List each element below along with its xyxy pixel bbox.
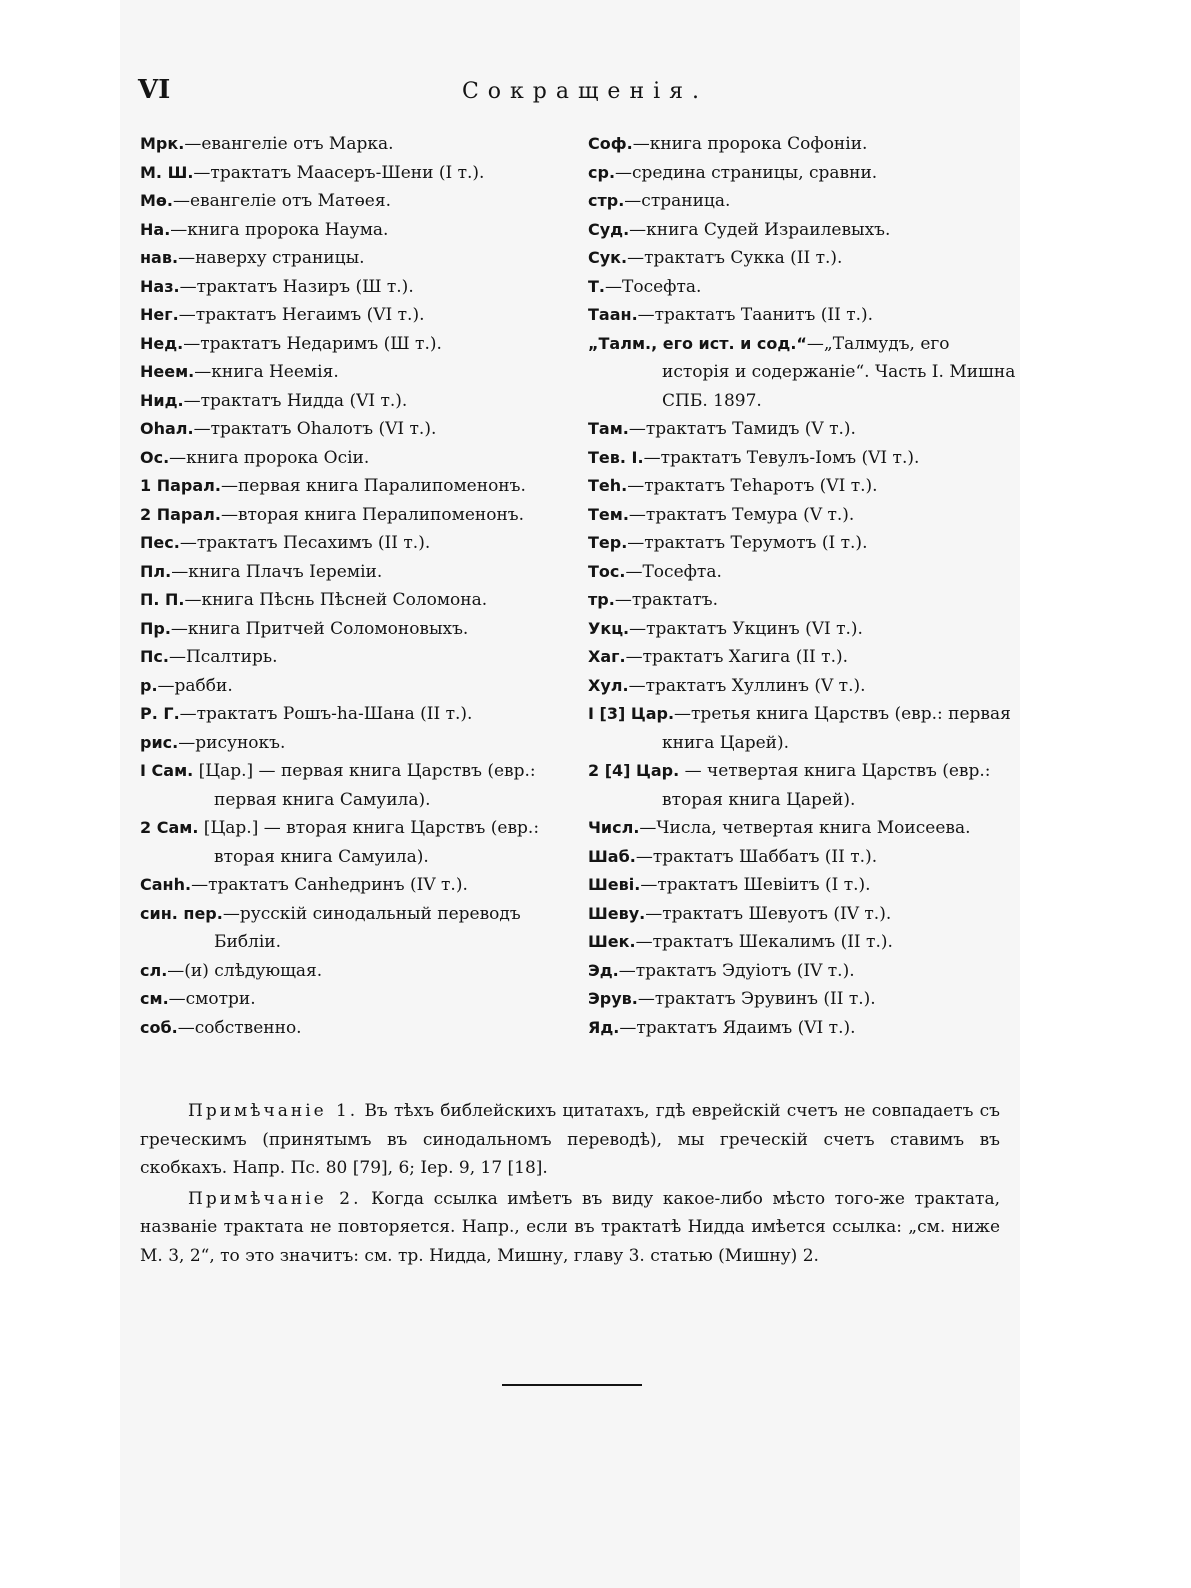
abbreviation: Ос. [140, 447, 170, 467]
abbreviation-definition: —трактатъ Ядаимъ (VI т.). [619, 1017, 856, 1038]
abbreviation-entry [588, 615, 1018, 644]
abbreviation: Шеві. [588, 875, 641, 894]
abbreviation-entry [588, 814, 1018, 843]
abbreviation-entry [140, 244, 580, 273]
abbreviation-definition: —средина страницы, сравни. [615, 162, 878, 183]
abbreviation: Неем. [140, 362, 195, 381]
abbreviation: Соф. [588, 134, 633, 153]
abbreviation-entry [588, 672, 1018, 701]
abbreviation: П. П. [140, 590, 185, 609]
abbreviation-definition: —страница. [624, 191, 731, 211]
abbreviation-definition: —трактатъ Теһаротъ (VI т.). [627, 476, 878, 496]
abbreviation-entry [140, 301, 580, 330]
abbreviation-definition: —трактатъ Сукка (II т.). [627, 248, 843, 268]
abbreviation-entry [140, 387, 580, 416]
abbreviations-left-column [140, 130, 580, 1042]
abbreviation-definition: —первая книга Паралипоменонъ. [220, 476, 526, 496]
abbreviation: р. [140, 675, 158, 695]
abbreviation-definition: [Цар.] — вторая книга Царствъ (евр.: вторая книга Самуила). [198, 818, 540, 867]
abbreviation-entry [140, 729, 580, 758]
abbreviation: 1 Парал. [140, 476, 221, 495]
abbreviation: Мө. [140, 191, 173, 210]
abbreviation: син. пер. [140, 903, 223, 923]
abbreviation: I [3] Цар. [588, 704, 675, 723]
abbreviation: 2 [4] Цар. [588, 761, 680, 780]
abbreviation-definition: —вторая книга Пералипоменонъ. [220, 504, 525, 525]
page-title: Сокращенія. [461, 79, 709, 104]
abbreviation: Пес. [140, 533, 180, 552]
abbreviation: Суд. [588, 219, 630, 239]
abbreviation-definition: —книга Судей Израилевыхъ. [629, 219, 891, 240]
abbreviation-definition: —евангеліе отъ Марка. [184, 134, 394, 154]
abbreviation-definition: —трактатъ Шаббатъ (II т.). [635, 846, 878, 867]
abbreviation: „Талм., его ист. и сод.“ [588, 333, 807, 353]
abbreviation: Пр. [140, 618, 171, 638]
abbreviation-entry [140, 672, 580, 701]
abbreviation: Пл. [140, 561, 172, 581]
abbreviation-entry [588, 301, 1018, 330]
abbreviation-entry [140, 1014, 580, 1043]
abbreviation-definition: —книга пророка Осіи. [169, 447, 370, 468]
abbreviation-entry [588, 529, 1018, 558]
abbreviation: М. Ш. [140, 162, 194, 182]
abbreviation: Санһ. [140, 875, 192, 894]
book-page [120, 0, 1020, 1588]
abbreviation-definition: —третья книга Царствъ (евр.: первая книга Царей). [662, 704, 1011, 753]
abbreviation-entry [588, 957, 1018, 986]
abbreviation: На. [140, 219, 171, 239]
abbreviation-definition: —рисунокъ. [178, 732, 286, 753]
abbreviation-entry [588, 928, 1018, 957]
abbreviation: Хул. [588, 675, 629, 695]
abbreviation-entry [140, 501, 580, 530]
abbreviation-entry [588, 216, 1018, 245]
abbreviation-definition: —трактатъ Песахимъ (II т.). [179, 533, 431, 553]
abbreviation-definition: —трактатъ Шевіитъ (I т.). [640, 875, 871, 895]
abbreviation: Сук. [588, 248, 628, 267]
abbreviation-entry [588, 757, 1018, 814]
notes-section [140, 1097, 1000, 1272]
abbreviation: Укц. [588, 618, 630, 638]
abbreviation-entry [140, 757, 580, 814]
abbreviation-entry [588, 187, 1018, 216]
abbreviation-definition: —книга Плачъ Іереміи. [171, 561, 383, 582]
abbreviation-entry [140, 957, 580, 986]
abbreviation-definition: —трактатъ Эдуіотъ (IV т.). [618, 960, 855, 981]
abbreviation-definition: —(и) слѣдующая. [167, 960, 323, 981]
abbreviation: Р. Г. [140, 704, 180, 723]
abbreviation: Таан. [588, 305, 638, 324]
note-text: Когда ссылка имѣетъ въ виду какое-либо мѣсто того-же трактата, названіе трактата не повторяется. Напр., если въ трактатѣ Нидда имѣется ссылка: „см. ниже М. 3, 2“, то это значитъ: см. тр. Нидда, Мишну, главу 3. статью (Мишну) 2. [140, 1188, 1000, 1266]
abbreviation: ср. [588, 162, 616, 182]
note-text: Въ тѣхъ библейскихъ цитатахъ, гдѣ еврейскій счетъ не совпадаетъ съ греческимъ (принятымъ въ синодальномъ переводѣ), мы греческій счетъ ставимъ въ скобкахъ. Напр. Пс. 80 [79], 6; Іер. 9, 17 [18]. [140, 1101, 1000, 1178]
abbreviation-definition: —книга пророка Софоніи. [632, 134, 868, 154]
abbreviation: Нид. [140, 390, 184, 410]
abbreviation-definition: —трактатъ Эрувинъ (II т.). [637, 989, 876, 1009]
abbreviation-definition: —трактатъ Оһалотъ (VI т.). [193, 419, 437, 439]
abbreviation-definition: —трактатъ Темура (V т.). [628, 504, 855, 525]
abbreviation-entry [140, 529, 580, 558]
abbreviation-definition: —книга Неемія. [194, 362, 339, 382]
abbreviation: стр. [588, 191, 625, 210]
abbreviation-definition: —евангеліе отъ Матөея. [173, 191, 391, 211]
abbreviation-definition: [Цар.] — первая книга Царствъ (евр.: первая книга Самуила). [193, 761, 536, 810]
abbreviation-definition: —трактатъ Терумотъ (I т.). [627, 533, 868, 553]
abbreviation-definition: —трактатъ Нидда (VI т.). [183, 390, 408, 411]
abbreviation: нав. [140, 248, 179, 267]
abbreviation: Шеву. [588, 903, 646, 923]
abbreviation-definition: —трактатъ Таанитъ (II т.). [637, 305, 874, 325]
abbreviation-definition: —трактатъ Шевуотъ (IV т.). [645, 903, 892, 924]
abbreviation: Там. [588, 419, 629, 438]
abbreviation-entry [140, 871, 580, 900]
abbreviation: Эрув. [588, 989, 638, 1008]
note-1 [140, 1097, 1000, 1183]
abbreviation-entry [140, 444, 580, 473]
abbreviation-entry [588, 586, 1018, 615]
abbreviation-definition: —трактатъ Рошъ-һа-Шана (II т.). [179, 704, 473, 724]
note-label: Примѣчаніе 2. [188, 1188, 362, 1209]
abbreviation-entry [588, 871, 1018, 900]
abbreviation: Т. [588, 276, 605, 296]
abbreviation-entry [588, 273, 1018, 302]
abbreviation-entry [140, 900, 580, 957]
abbreviation-definition: —книга Пѣснь Пѣсней Соломона. [184, 590, 488, 610]
abbreviation-entry [588, 900, 1018, 929]
abbreviation-entry [140, 985, 580, 1014]
abbreviation-definition: —рабби. [157, 675, 233, 696]
abbreviation-definition: —трактатъ Тамидъ (V т.). [628, 419, 856, 439]
abbreviation-definition: —трактатъ Укцинъ (VI т.). [629, 618, 863, 639]
abbreviation-entry [588, 558, 1018, 587]
abbreviation: I Сам. [140, 761, 194, 780]
abbreviation: Шаб. [588, 846, 636, 866]
note-2 [140, 1185, 1000, 1271]
abbreviation-entry [140, 472, 580, 501]
abbreviation-definition: —книга Притчей Соломоновыхъ. [170, 618, 469, 639]
abbreviation-definition: —наверху страницы. [178, 248, 365, 268]
abbreviation-definition: —Тосефта. [625, 561, 722, 582]
abbreviation-definition: — четвертая книга Царствъ (евр.: вторая книга Царей). [662, 761, 991, 810]
abbreviation-definition: —трактатъ Негаимъ (VI т.). [178, 305, 425, 325]
abbreviation-entry [140, 415, 580, 444]
abbreviation-entry [588, 130, 1018, 159]
abbreviation: Тер. [588, 533, 628, 552]
abbreviation-entry [140, 643, 580, 672]
abbreviation: Оһал. [140, 419, 194, 438]
abbreviation: см. [140, 989, 169, 1008]
abbreviation: Теһ. [588, 476, 628, 495]
abbreviation-entry [140, 700, 580, 729]
abbreviation: соб. [140, 1017, 178, 1037]
abbreviation-entry [588, 700, 1018, 757]
abbreviation-definition: —трактатъ Шекалимъ (II т.). [635, 932, 893, 952]
abbreviation-entry [140, 187, 580, 216]
page-number: VI [138, 75, 171, 105]
abbreviation: рис. [140, 732, 179, 752]
abbreviation-entry [140, 216, 580, 245]
abbreviation-entry [140, 159, 580, 188]
abbreviation-entry [140, 330, 580, 359]
abbreviation: Шек. [588, 932, 636, 951]
abbreviation: Наз. [140, 276, 180, 296]
abbreviation: Яд. [588, 1017, 620, 1037]
abbreviation-entry [588, 472, 1018, 501]
abbreviation-definition: —смотри. [168, 989, 256, 1009]
abbreviation: Тем. [588, 504, 629, 524]
abbreviation-definition: —русскій синодальный переводъ Библіи. [214, 903, 521, 952]
abbreviation: Пс. [140, 647, 169, 666]
end-rule [502, 1384, 642, 1386]
abbreviation-definition: —трактатъ Хагига (II т.). [625, 647, 849, 667]
abbreviations-right-column [588, 130, 1018, 1042]
abbreviation-definition: —трактатъ Назиръ (Ш т.). [179, 276, 414, 297]
abbreviation-entry [588, 985, 1018, 1014]
abbreviation-definition: —трактатъ Хуллинъ (V т.). [628, 675, 866, 696]
abbreviation: 2 Парал. [140, 504, 221, 524]
abbreviation-definition: —Числа, четвертая книга Моисеева. [639, 818, 971, 838]
abbreviation: сл. [140, 960, 168, 980]
abbreviation-entry [588, 501, 1018, 530]
abbreviation-entry [588, 330, 1018, 416]
abbreviation-definition: —„Талмудъ, его исторія и содержаніе“. Часть I. Мишна СПБ. 1897. [662, 333, 1016, 411]
abbreviation-definition: —трактатъ. [614, 590, 719, 610]
abbreviation-definition: —книга пророка Наума. [170, 219, 389, 240]
abbreviation-definition: —трактатъ Недаримъ (Ш т.). [183, 333, 442, 354]
abbreviation-entry [140, 558, 580, 587]
abbreviation-entry [588, 415, 1018, 444]
abbreviation: Тев. I. [588, 447, 644, 467]
abbreviation-entry [140, 814, 580, 871]
abbreviation-entry [140, 358, 580, 387]
abbreviation-entry [140, 130, 580, 159]
abbreviation: Эд. [588, 960, 619, 980]
abbreviation: Тос. [588, 561, 626, 581]
abbreviation: Числ. [588, 818, 640, 837]
abbreviation-definition: —трактатъ Тевулъ-Іомъ (VI т.). [643, 447, 920, 468]
abbreviation-entry [588, 843, 1018, 872]
abbreviation-entry [140, 586, 580, 615]
abbreviation-entry [140, 615, 580, 644]
abbreviation: Мрк. [140, 134, 185, 153]
abbreviation-definition: —собственно. [177, 1017, 302, 1038]
abbreviation: Нег. [140, 305, 179, 324]
abbreviation: Хаг. [588, 647, 626, 666]
abbreviation-entry [588, 1014, 1018, 1043]
page-header [120, 75, 1020, 115]
abbreviation-entry [588, 444, 1018, 473]
abbreviation-entry [588, 159, 1018, 188]
abbreviation-definition: —Псалтирь. [168, 647, 278, 667]
abbreviation-entry [588, 643, 1018, 672]
abbreviation-definition: —Тосефта. [605, 276, 702, 297]
abbreviation-definition: —трактатъ Санһедринъ (IV т.). [191, 875, 468, 895]
abbreviation: Нед. [140, 333, 184, 353]
note-label: Примѣчаніе 1. [188, 1101, 359, 1121]
abbreviation: 2 Сам. [140, 818, 199, 837]
abbreviation-entry [140, 273, 580, 302]
abbreviation-definition: —трактатъ Маасеръ-Шени (I т.). [193, 162, 485, 183]
abbreviation-entry [588, 244, 1018, 273]
abbreviation: тр. [588, 590, 615, 609]
